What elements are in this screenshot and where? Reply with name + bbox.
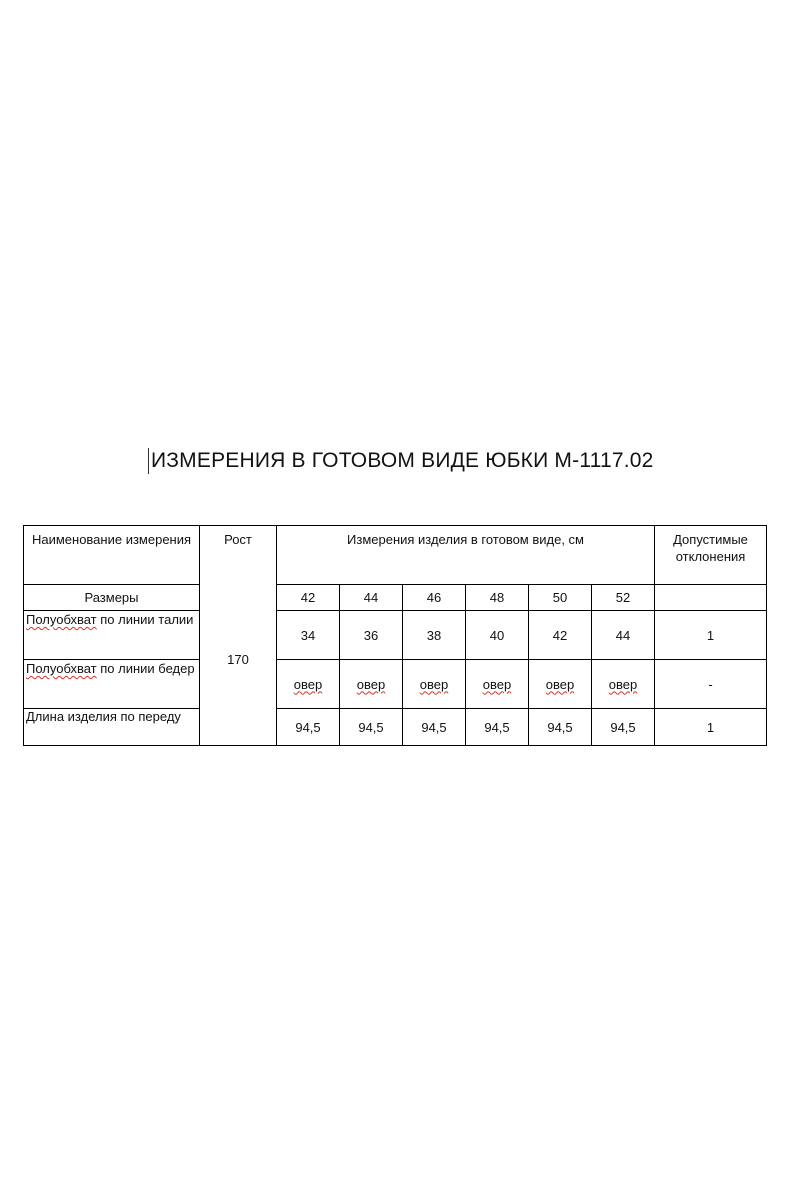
value-cell	[277, 660, 340, 709]
value-cell	[340, 660, 403, 709]
sizes-label-cell	[24, 585, 200, 611]
tolerance-cell	[655, 660, 767, 709]
sizes-row	[24, 585, 767, 611]
row-label-rest: Длина изделия по переду	[26, 709, 181, 724]
value: 94,5	[358, 719, 384, 735]
row-label-rest: по линии бедер	[96, 661, 195, 676]
header-measurements: Измерения изделия в готовом виде, см	[347, 532, 584, 547]
value-cell	[592, 709, 655, 746]
size-cell	[466, 585, 529, 611]
header-height: Рост	[224, 532, 252, 547]
value-cell	[277, 611, 340, 660]
value-cell	[529, 611, 592, 660]
value-cell	[403, 660, 466, 709]
value: 94,5	[547, 719, 573, 735]
table-row	[24, 709, 767, 746]
row-label-first: Полуобхват	[26, 661, 97, 676]
tolerance-value: -	[708, 676, 713, 692]
header-measurements-cell	[277, 526, 655, 585]
header-name-cell	[24, 526, 200, 585]
table-row	[24, 611, 767, 660]
page-title: ИЗМЕРЕНИЯ В ГОТОВОМ ВИДЕ ЮБКИ М-1117.02	[148, 448, 654, 474]
height-column-cell	[200, 526, 277, 746]
size-value: 52	[615, 590, 631, 605]
size-cell	[277, 585, 340, 611]
value: овер	[293, 676, 323, 692]
tolerance-value: 1	[706, 719, 715, 735]
header-name: Наименование измерения	[31, 532, 192, 547]
value-cell	[529, 660, 592, 709]
value-cell	[529, 709, 592, 746]
sizes-tolerance-cell	[655, 585, 767, 611]
value: 38	[426, 627, 442, 643]
value: 94,5	[295, 719, 321, 735]
value-cell	[277, 709, 340, 746]
size-value: 42	[300, 590, 316, 605]
size-value: 48	[489, 590, 505, 605]
value: 94,5	[610, 719, 636, 735]
value-cell	[403, 709, 466, 746]
value: овер	[608, 676, 638, 692]
row-label-cell	[24, 660, 200, 709]
header-row	[24, 526, 767, 585]
row-label-rest: по линии талии	[96, 612, 194, 627]
header-tolerance: Допустимые отклонения	[673, 532, 748, 564]
header-tolerance-cell	[655, 526, 767, 585]
value: 94,5	[484, 719, 510, 735]
value-cell	[340, 709, 403, 746]
size-cell	[340, 585, 403, 611]
value-cell	[340, 611, 403, 660]
size-value: 46	[426, 590, 442, 605]
value: 36	[363, 627, 379, 643]
value: 94,5	[421, 719, 447, 735]
value-cell	[466, 611, 529, 660]
sizes-label: Размеры	[84, 590, 139, 605]
row-label-cell	[24, 611, 200, 660]
value: овер	[419, 676, 449, 692]
value: овер	[545, 676, 575, 692]
size-value: 44	[363, 590, 379, 605]
tolerance-cell	[655, 709, 767, 746]
size-value: 50	[552, 590, 568, 605]
value: 42	[552, 627, 568, 643]
value: 44	[615, 627, 631, 643]
value-cell	[466, 660, 529, 709]
size-cell	[592, 585, 655, 611]
value-cell	[592, 660, 655, 709]
measurements-table	[23, 525, 767, 746]
size-cell	[529, 585, 592, 611]
size-cell	[403, 585, 466, 611]
value: 40	[489, 627, 505, 643]
table-row	[24, 660, 767, 709]
row-label-cell	[24, 709, 200, 746]
row-label-first: Полуобхват	[26, 612, 97, 627]
height-value: 170	[227, 652, 249, 667]
value-cell	[403, 611, 466, 660]
value: 34	[300, 627, 316, 643]
tolerance-cell	[655, 611, 767, 660]
value: овер	[356, 676, 386, 692]
value-cell	[592, 611, 655, 660]
tolerance-value: 1	[706, 627, 715, 643]
value: овер	[482, 676, 512, 692]
value-cell	[466, 709, 529, 746]
